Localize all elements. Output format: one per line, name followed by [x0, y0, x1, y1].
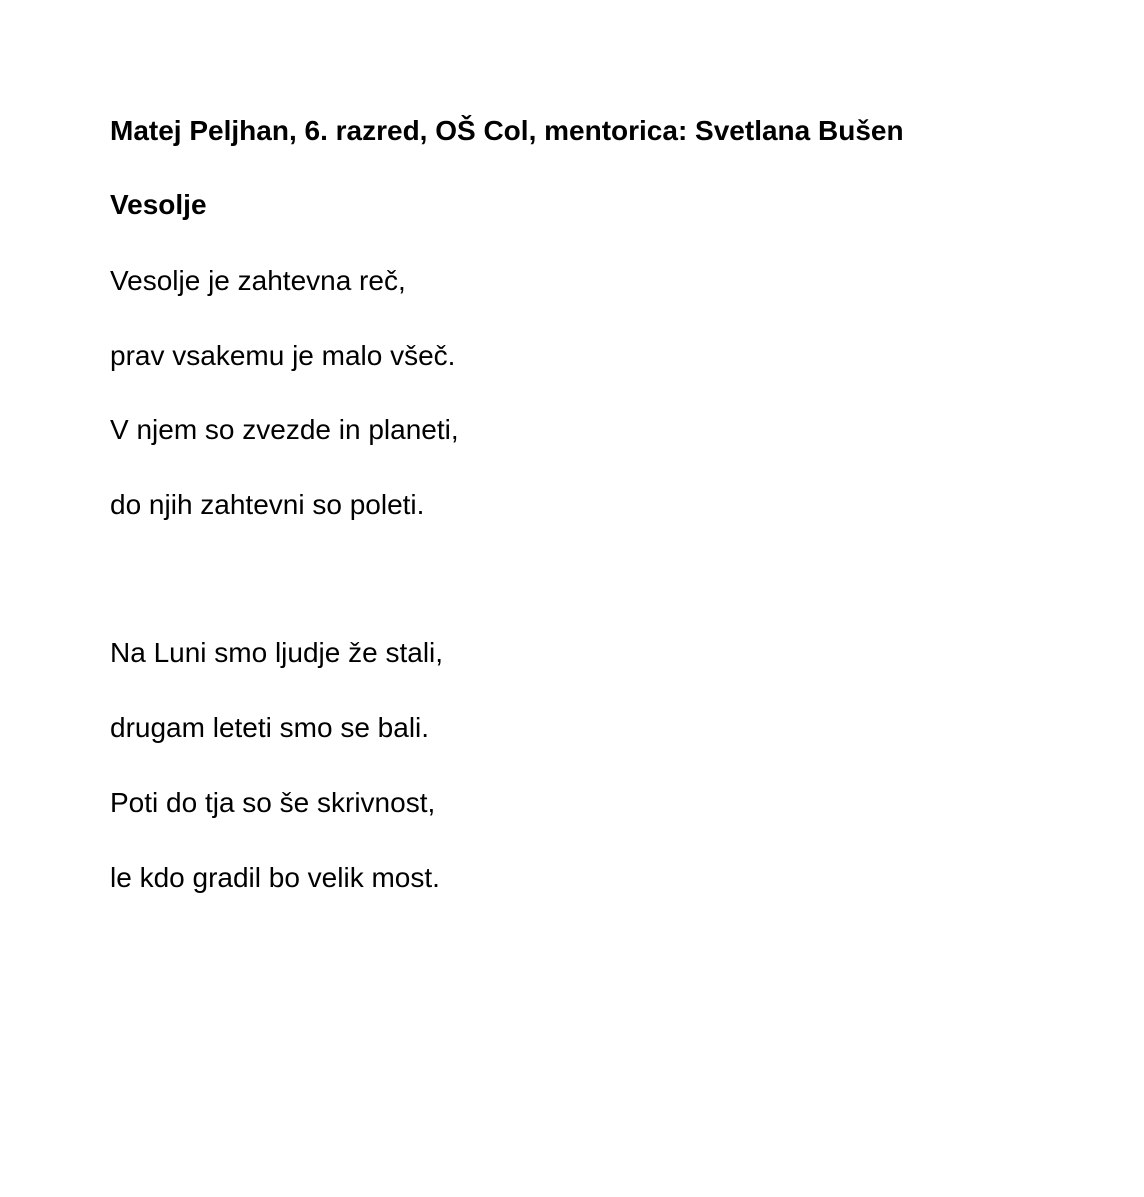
poem-line: do njih zahtevni so poleti.	[110, 489, 425, 520]
poem-line: Vesolje je zahtevna reč,	[110, 265, 406, 296]
author-header: Matej Peljhan, 6. razred, OŠ Col, mentorica: Svetlana Bušen	[110, 115, 904, 146]
poem-line: le kdo gradil bo velik most.	[110, 862, 440, 893]
poem-line: prav vsakemu je malo všeč.	[110, 340, 456, 371]
poem-line: drugam leteti smo se bali.	[110, 712, 430, 743]
poem-line: Poti do tja so še skrivnost,	[110, 787, 436, 818]
poem-title: Vesolje	[110, 189, 207, 220]
poem-line: Na Luni smo ljudje že stali,	[110, 637, 444, 668]
poem-line: V njem so zvezde in planeti,	[110, 414, 459, 445]
